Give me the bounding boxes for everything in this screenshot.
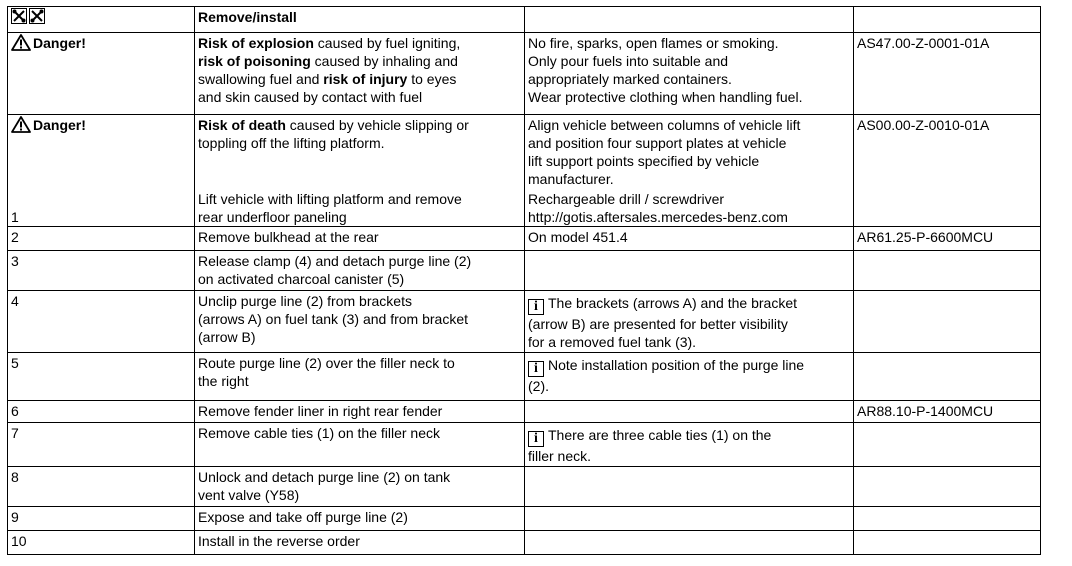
step-row xyxy=(8,188,1041,226)
step-number: 1 xyxy=(8,188,195,226)
step-ref xyxy=(854,506,1041,530)
warning-triangle-icon xyxy=(11,116,31,133)
step-ref xyxy=(854,530,1041,554)
measure-line: lift support points specified by vehicle xyxy=(528,153,760,169)
step-number: 3 xyxy=(8,250,195,290)
info-icon: i xyxy=(528,361,544,377)
step-text-line: Remove bulkhead at the rear xyxy=(198,228,379,245)
step-ref xyxy=(854,188,1041,226)
step-note-cell xyxy=(525,290,854,352)
measure-line: manufacturer. xyxy=(528,171,614,187)
measure-line: Only pour fuels into suitable and xyxy=(528,53,729,69)
danger-risk-cell xyxy=(195,33,525,115)
header-row xyxy=(8,7,1041,33)
risk-emphasis: Risk of explosion xyxy=(198,35,314,51)
risk-line xyxy=(198,70,521,88)
risk-emphasis: Risk of death xyxy=(198,117,286,133)
note-line xyxy=(528,377,850,395)
note-text: Note installation position of the purge line xyxy=(548,356,805,373)
step-note-cell xyxy=(525,506,854,530)
danger-measures-cell xyxy=(525,115,854,189)
step-text-cell xyxy=(195,226,525,250)
step-ref xyxy=(854,466,1041,506)
danger-ref: AS00.00-Z-0010-01A xyxy=(854,115,1041,189)
step-text-cell xyxy=(195,290,525,352)
step-text-line: (arrow B) xyxy=(198,328,256,345)
step-number: 8 xyxy=(8,466,195,506)
note-text: The brackets (arrows A) and the bracket xyxy=(548,294,797,311)
risk-line xyxy=(198,116,521,134)
note-text: (2). xyxy=(528,377,549,394)
step-text-line: Remove fender liner in right rear fender xyxy=(198,402,443,419)
danger-label-cell xyxy=(8,33,195,115)
step-note-cell xyxy=(525,226,854,250)
step-text-line: Remove cable ties (1) on the filler neck xyxy=(198,424,440,441)
note-line xyxy=(528,315,850,333)
risk-text: caused by inhaling and xyxy=(310,53,458,69)
step-row xyxy=(8,250,1041,290)
note-text: On model 451.4 xyxy=(528,228,628,245)
warning-triangle-icon xyxy=(11,34,31,51)
note-text: filler neck. xyxy=(528,447,592,464)
danger-row xyxy=(8,115,1041,189)
header-title: Remove/install xyxy=(195,7,525,33)
step-note-cell xyxy=(525,422,854,466)
step-row xyxy=(8,400,1041,422)
step-text-line: Unlock and detach purge line (2) on tank xyxy=(198,468,451,485)
procedure-table xyxy=(7,6,1041,555)
step-text-cell xyxy=(195,422,525,466)
step-text-line: on activated charcoal canister (5) xyxy=(198,270,405,287)
step-text-line: Lift vehicle with lifting platform and remove xyxy=(198,190,462,207)
step-row xyxy=(8,226,1041,250)
step-row xyxy=(8,530,1041,554)
note-text: There are three cable ties (1) on the xyxy=(548,426,772,443)
step-text-line: (arrows A) on fuel tank (3) and from bracket xyxy=(198,310,468,327)
step-text-line: the right xyxy=(198,372,249,389)
step-ref xyxy=(854,422,1041,466)
step-text-line: rear underfloor paneling xyxy=(198,208,347,225)
header-icons-cell xyxy=(8,7,195,33)
note-line xyxy=(528,228,850,246)
step-ref xyxy=(854,352,1041,400)
step-text-cell xyxy=(195,352,525,400)
step-note-cell xyxy=(525,530,854,554)
risk-text: caused by vehicle slipping or xyxy=(285,117,469,133)
note-text: http://gotis.aftersales.mercedes-benz.com xyxy=(528,208,788,225)
note-line xyxy=(528,356,850,377)
risk-text: toppling off the lifting platform. xyxy=(198,135,385,151)
measure-line: and position four support plates at vehicle xyxy=(528,135,787,151)
danger-label: Danger! xyxy=(33,117,86,133)
risk-text: swallowing fuel and xyxy=(198,71,324,87)
note-line xyxy=(528,190,850,208)
step-text-cell xyxy=(195,250,525,290)
info-icon: i xyxy=(528,431,544,447)
step-ref: AR88.10-P-1400MCU xyxy=(854,400,1041,422)
step-note-cell xyxy=(525,188,854,226)
tool-icons xyxy=(11,8,45,24)
step-note-cell xyxy=(525,352,854,400)
step-number: 6 xyxy=(8,400,195,422)
note-line xyxy=(528,208,850,226)
step-number: 9 xyxy=(8,506,195,530)
step-text-cell xyxy=(195,530,525,554)
risk-text: caused by fuel igniting, xyxy=(313,35,461,51)
note-line xyxy=(528,333,850,351)
step-note-cell xyxy=(525,466,854,506)
step-row xyxy=(8,506,1041,530)
risk-text: to eyes xyxy=(407,71,457,87)
note-line xyxy=(528,447,850,465)
step-text-line: Unclip purge line (2) from brackets xyxy=(198,292,412,309)
danger-measures-cell xyxy=(525,33,854,115)
risk-line xyxy=(198,134,521,152)
risk-line xyxy=(198,34,521,52)
danger-row xyxy=(8,33,1041,115)
danger-ref: AS47.00-Z-0001-01A xyxy=(854,33,1041,115)
wrench-install-icon xyxy=(29,8,45,24)
step-ref xyxy=(854,290,1041,352)
step-text-line: Release clamp (4) and detach purge line (2) xyxy=(198,252,472,269)
step-row xyxy=(8,466,1041,506)
step-ref xyxy=(854,250,1041,290)
note-line xyxy=(528,426,850,447)
step-number: 10 xyxy=(8,530,195,554)
note-text: (arrow B) are presented for better visibility xyxy=(528,315,788,332)
measure-line: No fire, sparks, open flames or smoking. xyxy=(528,35,779,51)
step-text-line: Install in the reverse order xyxy=(198,532,360,549)
step-text-cell xyxy=(195,506,525,530)
step-ref: AR61.25-P-6600MCU xyxy=(854,226,1041,250)
step-number: 4 xyxy=(8,290,195,352)
step-row xyxy=(8,422,1041,466)
step-row xyxy=(8,290,1041,352)
step-row xyxy=(8,352,1041,400)
wrench-remove-icon xyxy=(11,8,27,24)
step-number: 2 xyxy=(8,226,195,250)
measure-line: Wear protective clothing when handling fuel. xyxy=(528,89,803,105)
risk-emphasis: risk of poisoning xyxy=(198,53,311,69)
info-icon: i xyxy=(528,299,544,315)
note-text: for a removed fuel tank (3). xyxy=(528,333,697,350)
risk-line xyxy=(198,88,521,106)
danger-label-cell xyxy=(8,115,195,189)
step-text-line: Expose and take off purge line (2) xyxy=(198,508,408,525)
step-note-cell xyxy=(525,400,854,422)
header-empty-4 xyxy=(854,7,1041,33)
danger-risk-cell xyxy=(195,115,525,189)
note-line xyxy=(528,294,850,315)
risk-text: and skin caused by contact with fuel xyxy=(198,89,423,105)
measure-line: appropriately marked containers. xyxy=(528,71,732,87)
step-text-cell xyxy=(195,400,525,422)
step-text-cell xyxy=(195,466,525,506)
danger-label: Danger! xyxy=(33,35,86,51)
note-text: Rechargeable drill / screwdriver xyxy=(528,190,725,207)
step-note-cell xyxy=(525,250,854,290)
risk-line xyxy=(198,52,521,70)
step-number: 5 xyxy=(8,352,195,400)
step-number: 7 xyxy=(8,422,195,466)
step-text-cell xyxy=(195,188,525,226)
risk-emphasis: risk of injury xyxy=(323,71,408,87)
header-empty-3 xyxy=(525,7,854,33)
measure-line: Align vehicle between columns of vehicle lift xyxy=(528,117,801,133)
step-text-line: Route purge line (2) over the filler neck to xyxy=(198,354,455,371)
step-text-line: vent valve (Y58) xyxy=(198,486,300,503)
